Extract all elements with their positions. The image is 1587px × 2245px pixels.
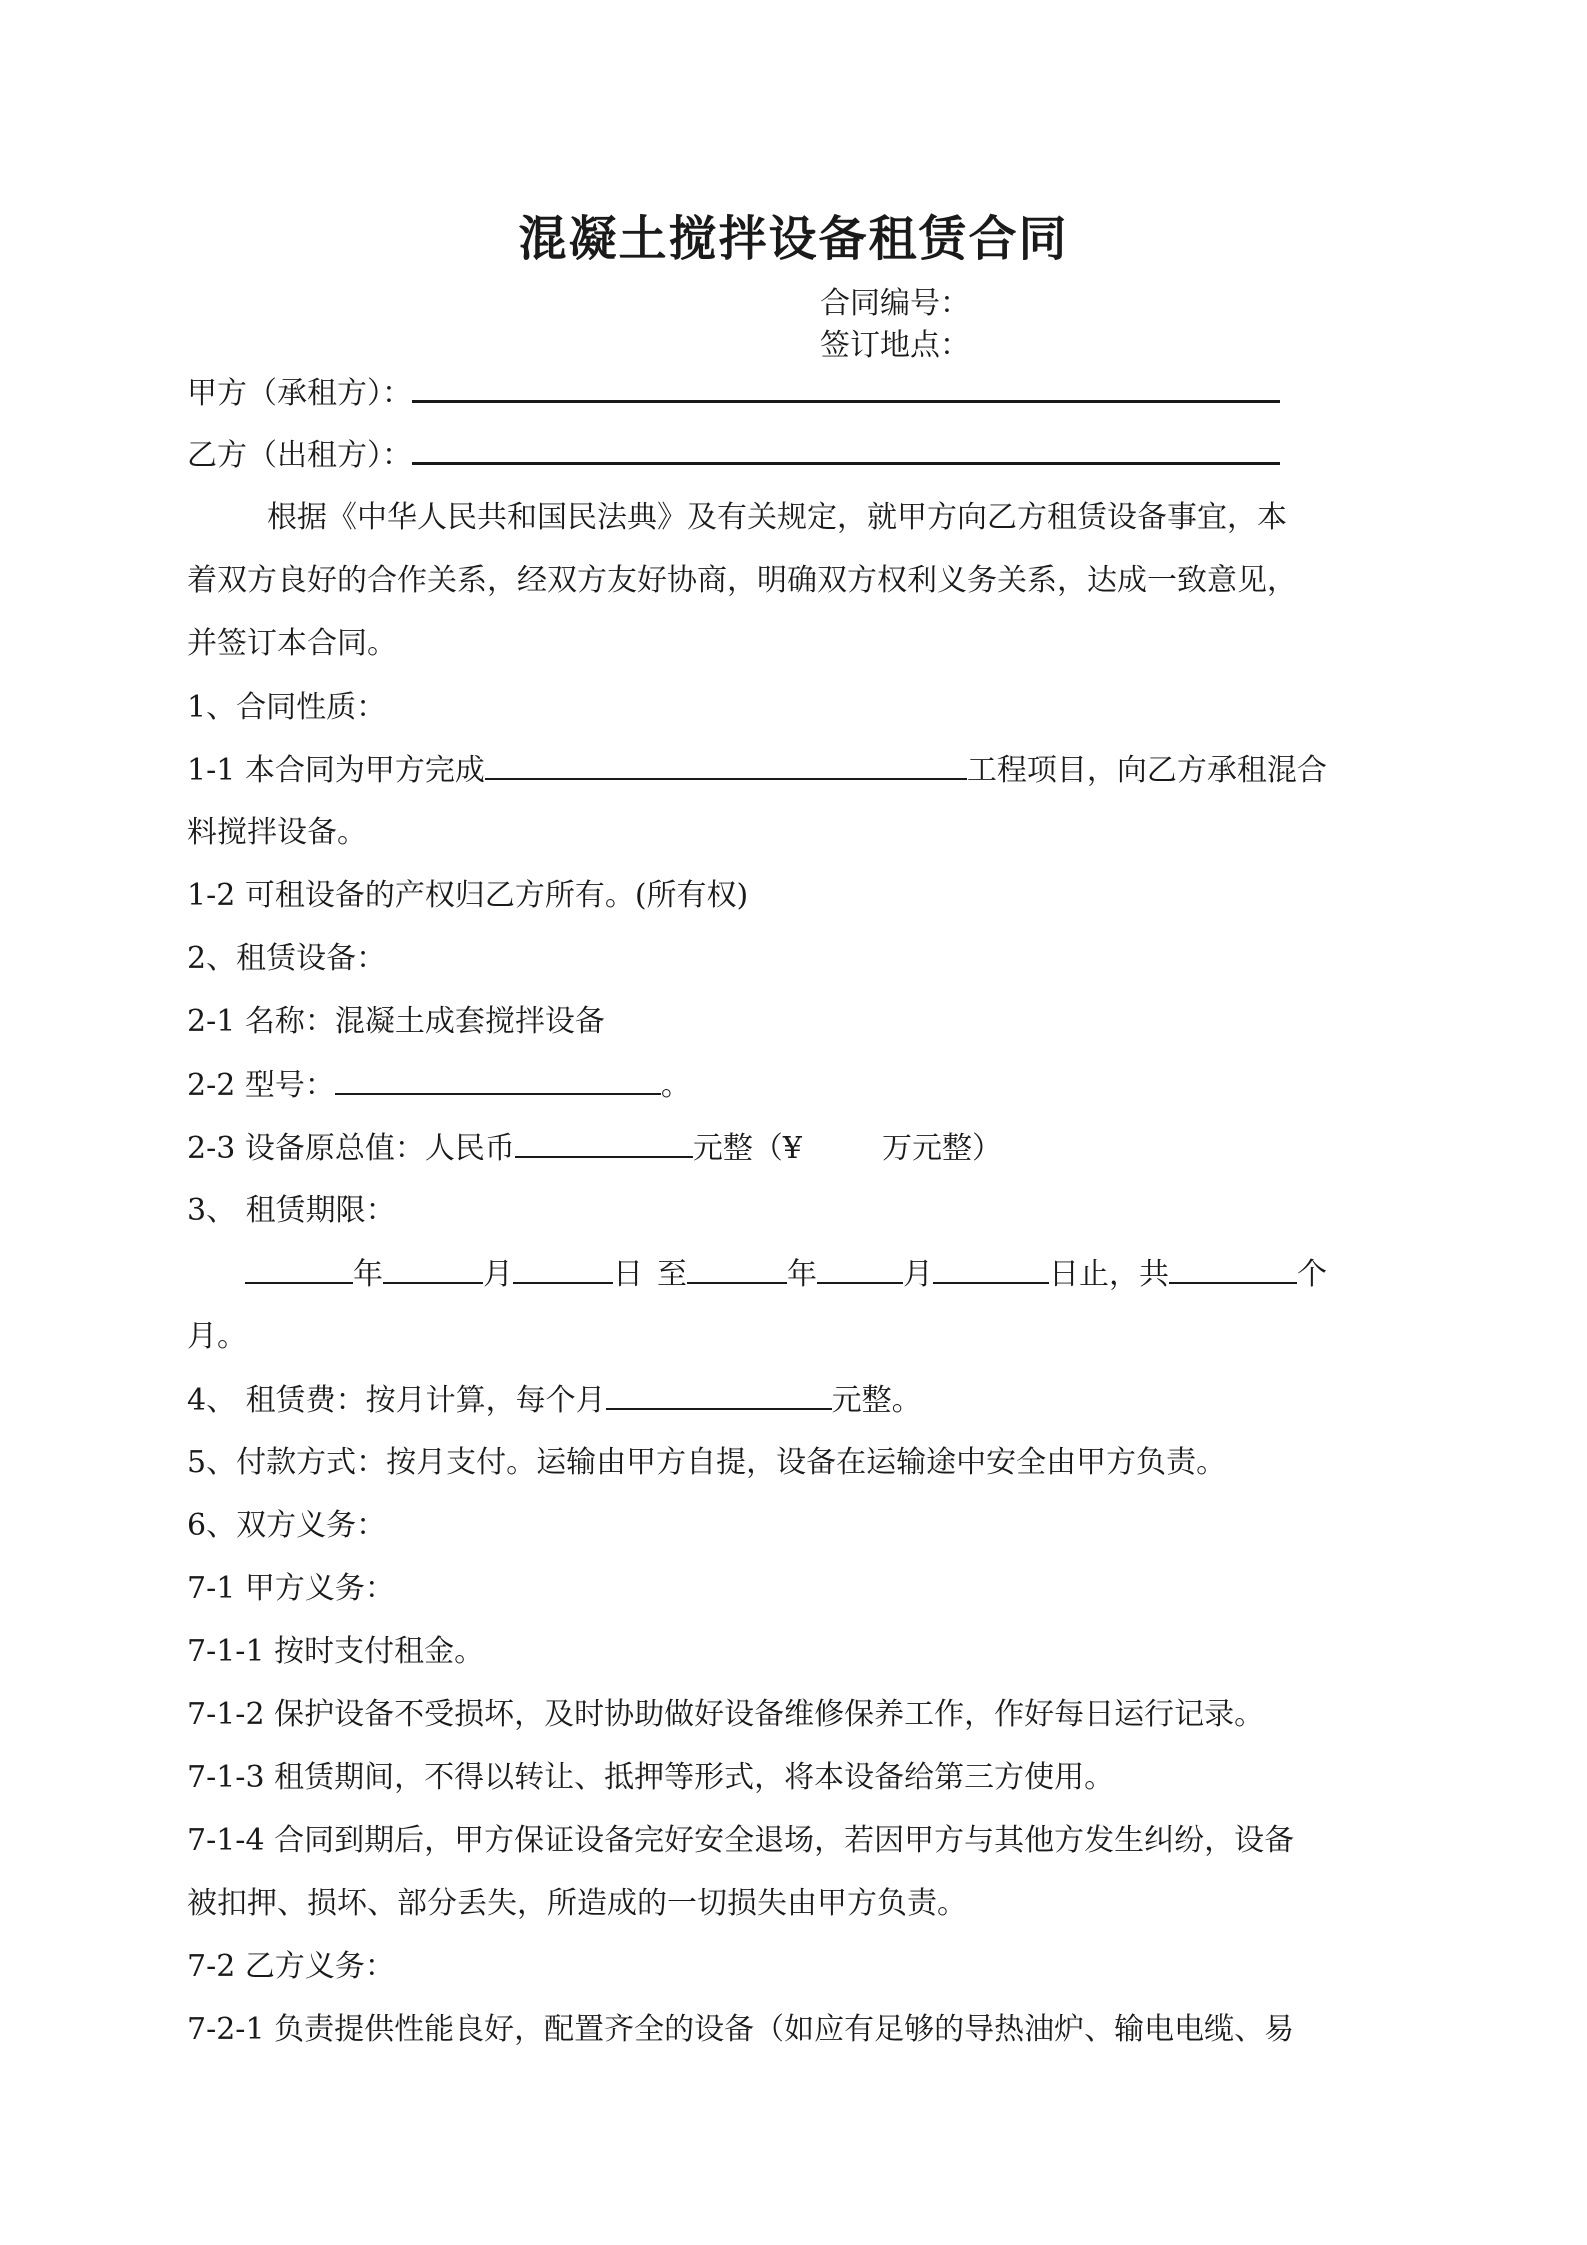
clause-1-1-prefix: 1-1 本合同为甲方完成 bbox=[187, 753, 485, 788]
intro-line-2: 着双方良好的合作关系，经双方友好协商，明确双方权利义务关系，达成一致意见， bbox=[187, 563, 1297, 598]
intro-line-3: 并签订本合同。 bbox=[187, 626, 397, 661]
intro-line-1: 根据《中华人民共和国民法典》及有关规定，就甲方向乙方租赁设备事宜，本 bbox=[267, 500, 1287, 535]
party-b-label: 乙方（出租方）： bbox=[187, 438, 412, 473]
clause-2-3-row bbox=[187, 1128, 1367, 1169]
clause-2-2-row bbox=[187, 1065, 1367, 1106]
party-b-row bbox=[187, 434, 1367, 476]
clause-2-2-suffix: 。 bbox=[660, 1068, 691, 1103]
end-month-blank[interactable] bbox=[817, 1254, 903, 1284]
clause-2-1: 2-1 名称：混凝土成套搅拌设备 bbox=[187, 1004, 605, 1039]
project-name-blank[interactable] bbox=[485, 750, 967, 780]
clause-2-3-mid: 元整（¥ bbox=[692, 1131, 802, 1166]
section-4-prefix: 4、 租赁费：按月计算，每个月 bbox=[187, 1383, 606, 1418]
section-5: 5、付款方式：按月支付。运输由甲方自提，设备在运输途中安全由甲方负责。 bbox=[187, 1445, 1227, 1480]
section-3-heading: 3、 租赁期限： bbox=[187, 1193, 396, 1228]
clause-1-1-line-2: 料搅拌设备。 bbox=[187, 815, 367, 850]
clause-1-1-row bbox=[187, 750, 1367, 791]
clause-7-2-1-line-1: 7-2-1 负责提供性能良好，配置齐全的设备（如应有足够的导热油炉、输电电缆、易 bbox=[187, 2012, 1295, 2047]
start-day-label: 日 bbox=[613, 1257, 643, 1292]
end-day-label: 日止，共 bbox=[1049, 1257, 1169, 1292]
clause-7-1-4-line-2: 被扣押、损坏、部分丢失，所造成的一切损失由甲方负责。 bbox=[187, 1886, 967, 1921]
section-4-suffix: 元整。 bbox=[831, 1383, 922, 1418]
clause-1-2: 1-2 可租设备的产权归乙方所有。(所有权) bbox=[187, 878, 749, 913]
to-label: 至 bbox=[657, 1257, 687, 1292]
model-blank[interactable] bbox=[335, 1065, 661, 1095]
lease-period-row bbox=[245, 1254, 1367, 1295]
party-a-blank[interactable] bbox=[412, 372, 1280, 403]
clause-7-2-heading: 7-2 乙方义务： bbox=[187, 1949, 395, 1984]
total-months-blank[interactable] bbox=[1169, 1254, 1297, 1284]
original-value-blank[interactable] bbox=[515, 1128, 693, 1158]
clause-7-1-2: 7-1-2 保护设备不受损坏，及时协助做好设备维修保养工作，作好每日运行记录。 bbox=[187, 1697, 1265, 1732]
clause-7-1-heading: 7-1 甲方义务： bbox=[187, 1571, 395, 1606]
clause-7-1-3: 7-1-3 租赁期间，不得以转让、抵押等形式，将本设备给第三方使用。 bbox=[187, 1760, 1115, 1795]
clause-7-1-4-line-1: 7-1-4 合同到期后，甲方保证设备完好安全退场，若因甲方与其他方发生纠纷，设备 bbox=[187, 1823, 1295, 1858]
section-4-row bbox=[187, 1380, 1367, 1421]
section-6-heading: 6、双方义务： bbox=[187, 1508, 387, 1543]
clause-2-2-prefix: 2-2 型号： bbox=[187, 1068, 335, 1103]
party-a-row bbox=[187, 372, 1367, 414]
party-b-blank[interactable] bbox=[412, 434, 1280, 465]
start-month-label: 月 bbox=[483, 1257, 513, 1292]
end-year-blank[interactable] bbox=[687, 1254, 787, 1284]
signing-place-label: 签订地点： bbox=[820, 328, 970, 363]
start-day-blank[interactable] bbox=[513, 1254, 613, 1284]
clause-2-3-suffix: 万元整） bbox=[881, 1131, 1002, 1166]
party-a-label: 甲方（承租方）： bbox=[187, 376, 412, 411]
monthly-fee-blank[interactable] bbox=[606, 1380, 832, 1410]
lease-period-line-2: 月。 bbox=[187, 1319, 247, 1354]
start-year-label: 年 bbox=[353, 1257, 383, 1292]
clause-7-1-1: 7-1-1 按时支付租金。 bbox=[187, 1634, 485, 1669]
end-month-label: 月 bbox=[903, 1257, 933, 1292]
unit-label: 个 bbox=[1297, 1257, 1327, 1292]
clause-2-3-prefix: 2-3 设备原总值：人民币 bbox=[187, 1131, 515, 1166]
end-year-label: 年 bbox=[787, 1257, 817, 1292]
section-1-heading: 1、合同性质： bbox=[187, 690, 387, 725]
start-year-blank[interactable] bbox=[245, 1254, 353, 1284]
clause-1-1-suffix: 工程项目，向乙方承租混合 bbox=[966, 753, 1327, 788]
end-day-blank[interactable] bbox=[933, 1254, 1049, 1284]
start-month-blank[interactable] bbox=[383, 1254, 483, 1284]
contract-number-label: 合同编号： bbox=[820, 286, 970, 321]
section-2-heading: 2、租赁设备： bbox=[187, 941, 387, 976]
document-title: 混凝土搅拌设备租赁合同 bbox=[518, 211, 1069, 267]
